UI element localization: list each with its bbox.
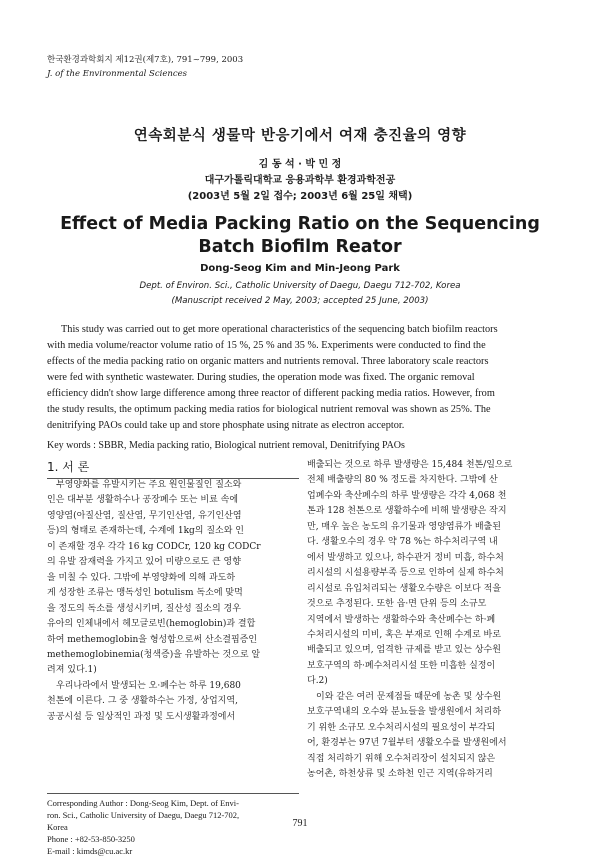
title-english bbox=[0, 213, 600, 259]
body-line: 보호구역내의 오수와 분뇨들을 발생원에서 처리하 bbox=[307, 707, 502, 718]
body-line: 만, 매우 높은 농도의 유기물과 영양염류가 배출된 bbox=[307, 521, 501, 532]
footnote-line: ron. Sci., Catholic University of Daegu, Daegu 712-702, bbox=[47, 810, 240, 820]
body-line: 것으로 추정된다. 또한 읍·면 단위 등의 소규모 bbox=[307, 599, 487, 610]
body-line: 어, 환경부는 97년 7월부터 생활오수를 발생원에서 bbox=[307, 738, 507, 749]
body-line: 보호구역의 하·폐수처리시설 또한 미흡한 실정이 bbox=[307, 660, 496, 671]
body-line: 톤과 128 천톤으로 생활하수에 비해 발생량은 작지 bbox=[307, 506, 507, 517]
section-heading-rule bbox=[47, 478, 299, 479]
journal-citation: 한국환경과학회지 제12권(제7호), 791~799, 2003 bbox=[47, 55, 244, 65]
footnote-rule bbox=[47, 793, 299, 794]
footnote-line: Phone : +82-53-850-3250 bbox=[47, 834, 135, 844]
received-date-korean: (2003년 5월 2일 접수; 2003년 6월 25일 채택) bbox=[187, 191, 413, 202]
footnote-line: Korea bbox=[47, 822, 68, 832]
body-line: 기 위한 소규모 오수처리시설의 필요성이 부각되 bbox=[307, 722, 496, 733]
keywords: Key words : SBBR, Media packing ratio, Biological nutrient removal, Denitrifying PAOs bbox=[47, 440, 405, 451]
body-line: 등)의 형태로 존재하는데, 수계에 1kg의 질소와 인 bbox=[47, 526, 244, 537]
body-line: 게 성장한 조류는 맹독성인 botulism 독소에 맞먹 bbox=[47, 588, 243, 599]
body-line: 려져 있다.1) bbox=[47, 665, 97, 676]
affiliation-english: Dept. of Environ. Sci., Catholic University of Daegu, Daegu 712-702, Korea bbox=[139, 281, 461, 291]
body-line: 수처리시설의 미비, 혹은 부재로 인해 수계로 바로 bbox=[307, 629, 501, 640]
body-line: 업폐수와 축산폐수의 하루 발생량은 각각 4,068 천 bbox=[307, 490, 507, 501]
abstract-line: This study was carried out to get more operational characteristics of the sequencing batch biofilm reactors bbox=[61, 324, 498, 335]
body-line: 을 미칠 수 있다. 그밖에 부영양화에 의해 과도하 bbox=[47, 572, 236, 583]
body-line: 이 존재할 경우 각각 16 kg CODCr, 120 kg CODCr bbox=[47, 541, 261, 552]
body-line: 다. 생활오수의 경우 약 78 %는 하수처리구역 내 bbox=[307, 537, 498, 548]
received-date-english: (Manuscript received 2 May, 2003; accepted 25 June, 2003) bbox=[171, 296, 429, 306]
title-english-line-2: Batch Biofilm Reator bbox=[198, 237, 402, 257]
body-line: 하여 methemoglobin을 형성함으로써 산소결핍증인 bbox=[47, 634, 258, 645]
body-line: 배출되고 있으며, 엄격한 규제를 받고 있는 상수원 bbox=[307, 645, 501, 656]
body-line: 우리나라에서 발생되는 오·폐수는 하루 19,680 bbox=[47, 680, 241, 691]
body-line: 의 유발 잠재력을 가지고 있어 미량으로도 큰 영향 bbox=[47, 557, 241, 568]
journal-header bbox=[47, 53, 243, 81]
authors-korean: 김 동 석 · 박 민 정 bbox=[258, 159, 342, 170]
body-line: 영양염(아질산염, 질산염, 무기인산염, 유기인산염 bbox=[47, 510, 242, 521]
body-line: 부영양화를 유발시키는 주요 원인물질인 질소와 bbox=[47, 480, 242, 490]
footnote-line: Corresponding Author : Dong-Seog Kim, Dept. of Envi- bbox=[47, 798, 239, 808]
left-column bbox=[47, 458, 299, 725]
abstract-line: the study results, the optimum packing media ratios for biological nutrient removal was shown as 25%. The bbox=[47, 404, 491, 415]
body-line: 리시설로 유입처리되는 생활오수량은 이보다 적을 bbox=[307, 583, 502, 594]
right-column bbox=[307, 458, 555, 783]
body-line: 유아의 인체내에서 헤모글로빈(hemoglobin)과 결합 bbox=[47, 619, 256, 630]
abstract bbox=[47, 322, 554, 434]
body-line: methemoglobinemia(청색증)을 유발하는 것으로 알 bbox=[47, 649, 261, 660]
abstract-line: with media volume/reactor volume ratio of 15 %, 25 % and 35 %. Experiments were conducted to find the bbox=[47, 340, 486, 351]
body-line: 전체 배출량의 80 % 정도를 차지한다. 그밖에 산 bbox=[307, 475, 498, 486]
body-line: 공공시설 등 일상적인 과정 및 도시생활과정에서 bbox=[47, 711, 236, 722]
title-english-line-1: Effect of Media Packing Ratio on the Sequencing bbox=[60, 214, 540, 234]
body-line: 다.2) bbox=[307, 676, 328, 687]
body-line: 지역에서 발생하는 생활하수와 축산폐수는 하·폐 bbox=[307, 614, 496, 625]
body-line: 천톤에 이른다. 그 중 생활하수는 가정, 상업지역, bbox=[47, 696, 238, 707]
section-heading-introduction: 1. 서 론 bbox=[47, 460, 90, 474]
body-line: 인은 대부분 생활하수나 공장폐수 또는 비료 속에 bbox=[47, 495, 239, 506]
body-line: 직접 처리하기 위해 오수처리장이 설치되지 않은 bbox=[307, 753, 496, 764]
affiliation-korean: 대구가톨릭대학교 응용과학부 환경과학전공 bbox=[204, 175, 396, 186]
authors-english: Dong-Seog Kim and Min-Jeong Park bbox=[200, 263, 400, 274]
footnote-line: E-mail : kimds@cu.ac.kr bbox=[47, 846, 133, 856]
body-line: 배출되는 것으로 하루 발생량은 15,484 천톤/일으로 bbox=[307, 460, 513, 470]
body-line: 농어촌, 하천상류 및 소하천 인근 지역(유하거리 bbox=[307, 769, 493, 780]
journal-name: J. of the Environmental Sciences bbox=[47, 69, 188, 79]
affiliation-english-block bbox=[0, 279, 600, 309]
abstract-line: were fed with synthetic wastewater. During studies, the operation mode was fixed. The organic removal bbox=[47, 372, 475, 383]
body-line: 이와 같은 여러 문제점들 때문에 농촌 및 상수원 bbox=[307, 691, 502, 702]
page-number: 791 bbox=[292, 818, 308, 829]
body-line: 리시설의 시설용량부족 등으로 인하여 실제 하수처 bbox=[307, 568, 504, 579]
title-korean: 연속회분식 생물막 반응기에서 여재 충진율의 영향 bbox=[133, 128, 467, 144]
body-line: 을 정도의 독소를 생성시키며, 질산성 질소의 경우 bbox=[47, 603, 241, 614]
body-line: 에서 발생하고 있으나, 하수관거 정비 미흡, 하수처 bbox=[307, 552, 504, 563]
abstract-line: effects of the media packing ratio on organic matters and nutrients removal. Three laboratory scale reactors bbox=[47, 356, 489, 367]
abstract-line: denitrifying PAOs could take up and store phosphate using nitrate as electron acceptor. bbox=[47, 420, 405, 431]
abstract-line: efficiency didn't show large difference among three reactor of different packing media ratios. However, from bbox=[47, 388, 495, 399]
